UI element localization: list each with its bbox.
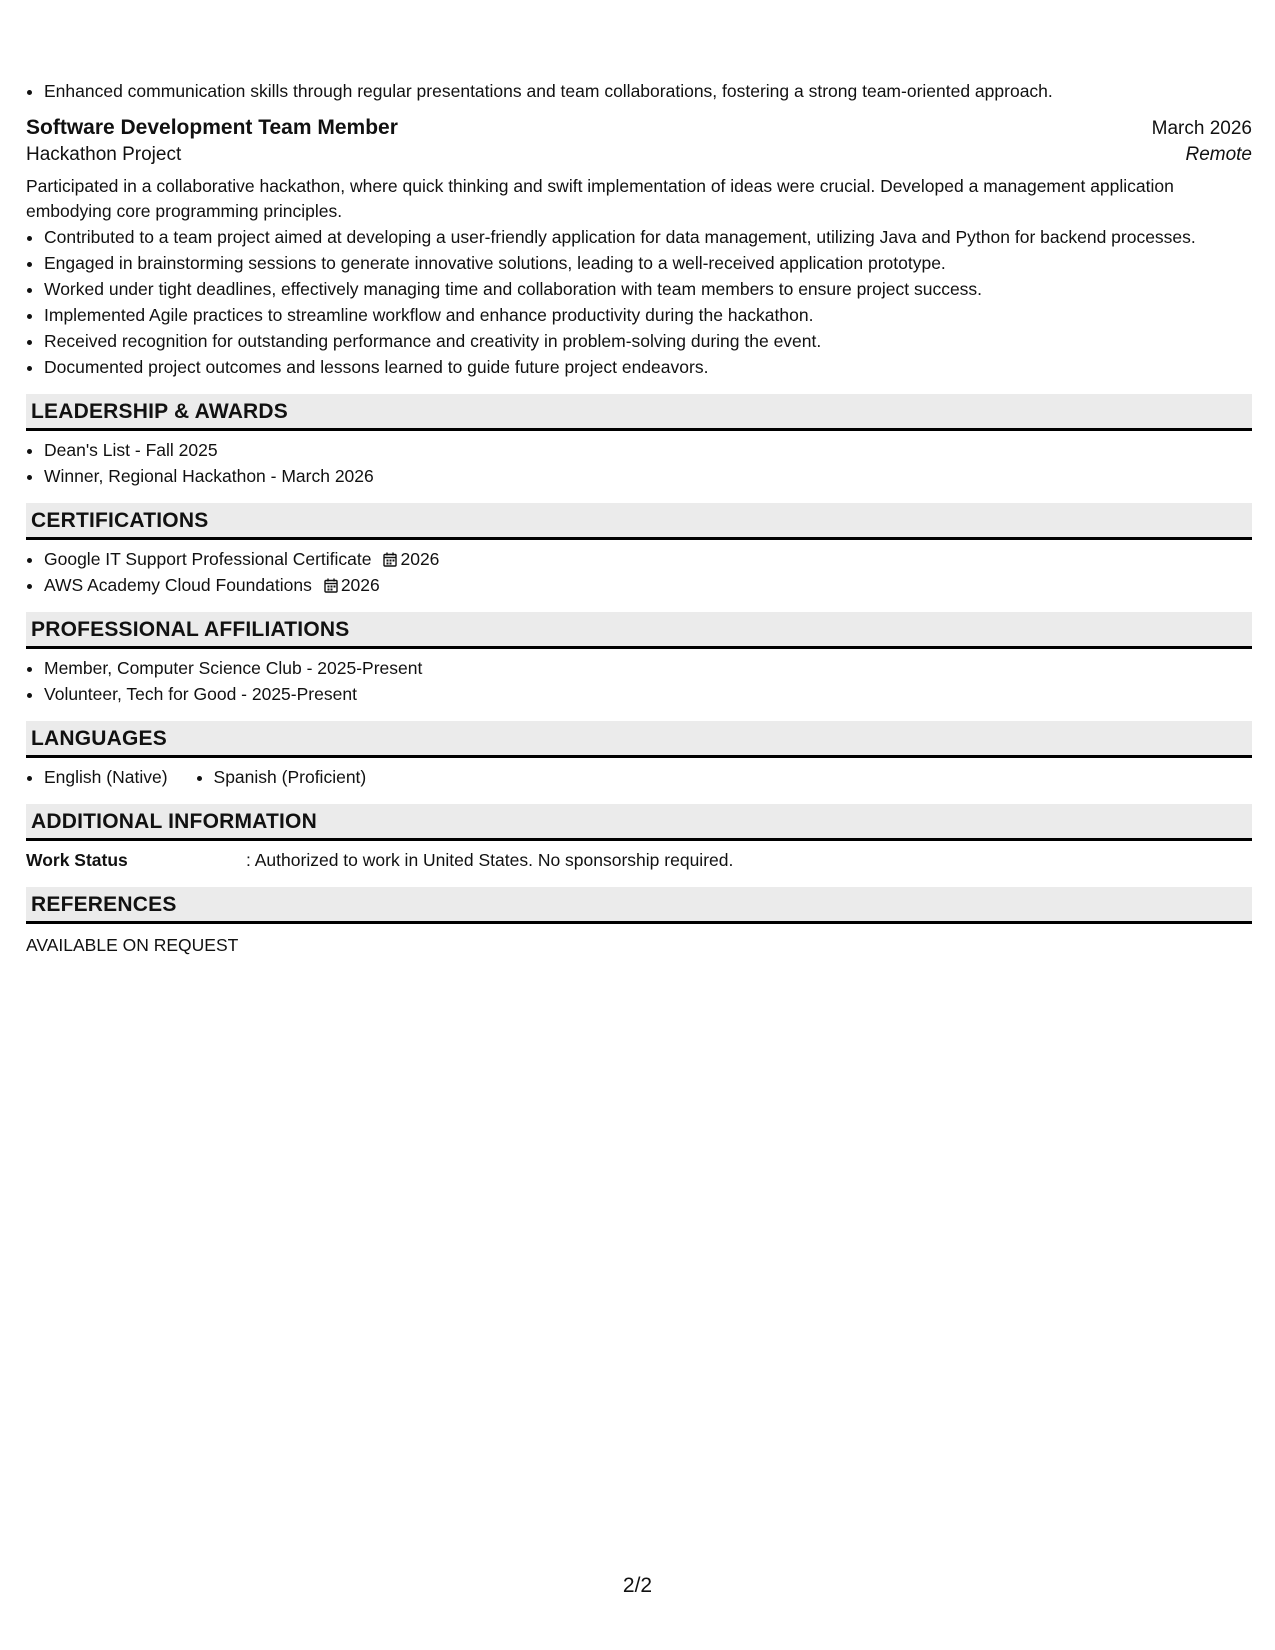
resume-page	[26, 78, 1252, 958]
list-item	[44, 546, 1252, 572]
certification-name: Google IT Support Professional Certificate	[44, 549, 372, 569]
page-number: 2/2	[622, 1574, 653, 1597]
bullet-item: • Worked under tight deadlines, effectively managing time and collaboration with team members to ensure project success.	[44, 276, 1252, 302]
bullet-item: • Documented project outcomes and lessons learned to guide future project endeavors.	[44, 354, 1252, 380]
certifications-list	[26, 546, 1252, 598]
list-item: • Volunteer, Tech for Good - 2025-Present	[44, 681, 1252, 707]
language-item: • English (Native)	[44, 764, 168, 790]
affiliations-list	[26, 655, 1252, 707]
section-header-certifications: CERTIFICATIONS	[26, 503, 1252, 540]
certification-year: 2026	[400, 549, 440, 569]
list-item: • Member, Computer Science Club - 2025-Present	[44, 655, 1252, 681]
work-status-value: : Authorized to work in United States. No sponsorship required.	[246, 850, 734, 870]
references-text: AVAILABLE ON REQUEST	[26, 935, 239, 955]
calendar-icon	[324, 578, 338, 593]
bullet-item: • Contributed to a team project aimed at developing a user-friendly application for data management, utilizing Java and Python for backend processes.	[44, 224, 1252, 250]
work-status-label: Work Status	[26, 850, 128, 870]
certification-name: AWS Academy Cloud Foundations	[44, 575, 312, 595]
bullet-item: • Implemented Agile practices to streamline workflow and enhance productivity during the hackathon.	[44, 302, 1252, 328]
leadership-list	[26, 437, 1252, 489]
languages-list	[26, 764, 1252, 790]
work-status-row	[26, 847, 1252, 873]
section-header-affiliations: PROFESSIONAL AFFILIATIONS	[26, 612, 1252, 649]
job-description: Participated in a collaborative hackathon, where quick thinking and swift implementation of ideas were crucial. Developed a management application embodying core programming principles.	[26, 176, 1174, 221]
list-item: • Dean's List - Fall 2025	[44, 437, 1252, 463]
bullet-item: • Received recognition for outstanding performance and creativity in problem-solving during the event.	[44, 328, 1252, 354]
job-date: March 2026	[1151, 118, 1252, 139]
section-header-references: REFERENCES	[26, 887, 1252, 924]
list-item: • Winner, Regional Hackathon - March 2026	[44, 463, 1252, 489]
calendar-icon	[383, 552, 397, 567]
language-item: • Spanish (Proficient)	[214, 764, 367, 790]
bullet-item: • Enhanced communication skills through regular presentations and team collaborations, fostering a strong team-oriented approach.	[44, 78, 1252, 104]
job-title: Software Development Team Member	[26, 116, 398, 139]
job-entry	[26, 116, 1252, 380]
section-header-additional: ADDITIONAL INFORMATION	[26, 804, 1252, 841]
bullet-item: • Engaged in brainstorming sessions to generate innovative solutions, leading to a well-received application prototype.	[44, 250, 1252, 276]
job-bullets	[26, 224, 1252, 380]
job-location: Remote	[1185, 144, 1252, 165]
previous-job-bullets	[26, 78, 1252, 104]
section-header-languages: LANGUAGES	[26, 721, 1252, 758]
certification-year: 2026	[340, 575, 380, 595]
section-header-leadership: LEADERSHIP & AWARDS	[26, 394, 1252, 431]
job-organization: Hackathon Project	[26, 144, 182, 165]
list-item	[44, 572, 1252, 598]
